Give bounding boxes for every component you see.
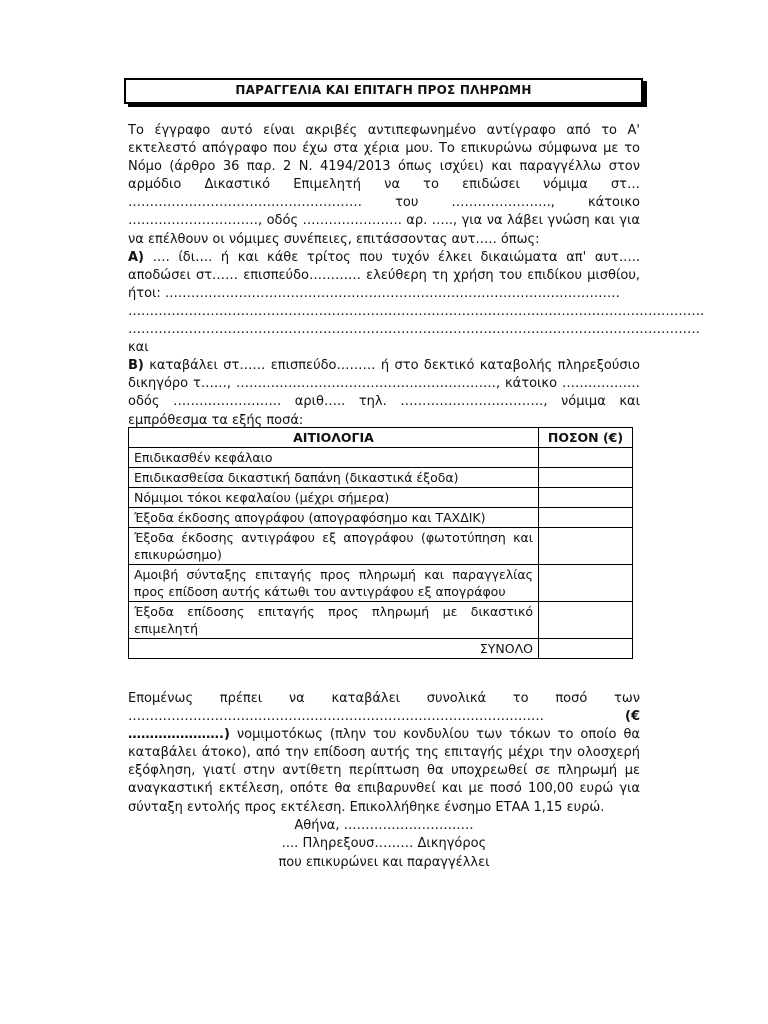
total-label: ΣΥΝΟΛΟ <box>129 639 539 659</box>
table-row <box>129 565 633 602</box>
table-total-row <box>129 639 633 659</box>
document-body <box>128 122 705 430</box>
row-reason: Έξοδα έκδοσης απογράφου (απογραφόσημο και ΤΑΧΔΙΚ) <box>129 508 539 528</box>
section-b-paragraph <box>128 357 640 429</box>
conclusion-start: Επομένως πρέπει να καταβάλει συνολικά το ποσό των …………………………………………………………………………………… <box>128 691 640 725</box>
row-amount-cell <box>539 448 633 468</box>
row-amount-cell <box>539 508 633 528</box>
dots-line-1: ……………………………………………………………………………………………………………………. <box>128 303 705 319</box>
table-row <box>129 508 633 528</box>
header-amount: ΠΟΣΟΝ (€) <box>539 428 633 448</box>
document-title: ΠΑΡΑΓΓΕΛΙΑ ΚΑΙ ΕΠΙΤΑΓΗ ΠΡΟΣ ΠΛΗΡΩΜΗ <box>124 78 643 104</box>
row-reason: Επιδικασθείσα δικαστική δαπάνη (δικαστικά έξοδα) <box>129 468 539 488</box>
row-amount-cell <box>539 528 633 565</box>
table-row <box>129 488 633 508</box>
row-reason: Έξοδα επίδοσης επιταγής προς πληρωμή με δικαστικό επιμελητή <box>129 602 539 639</box>
conclusion-amount: (€ ………………….) <box>128 709 640 743</box>
section-a-text: …. ίδι…. ή και κάθε τρίτος που τυχόν έλκει δικαιώματα απ' αυτ….. αποδώσει στ…… επισπεύδο………… ελεύθερη τη χρήση του επιδίκου μισθίου, ήτοι: …………………………………………………………………………………………… <box>128 249 640 301</box>
and-word: και <box>128 340 149 356</box>
section-a-label: Α) <box>128 249 145 265</box>
row-amount-cell <box>539 488 633 508</box>
conclusion-rest: νομιμοτόκως (πλην του κονδυλίου των τόκων το οποίο θα καταβάλει άτοκο), από την επίδοση αυτής της επιταγής μέχρι την ολοσχερή εξόφληση, γιατί στην αντίθετη περίπτωση θα υποχρεωθεί σε πληρωμή με αναγκαστική εκτέλεση, οπότε θα επιβαρυνθεί και με ποσό 100,00 ευρώ για σύνταξη εντολής προς εκτέλεση. Επικολλήθηκε ένσημο ΕΤΑΑ 1,15 ευρώ. <box>128 727 640 815</box>
conclusion-paragraph <box>128 690 640 817</box>
row-reason: Έξοδα έκδοσης αντιγράφου εξ απογράφου (φωτοτύπηση και επικυρώσημο) <box>129 528 539 565</box>
row-reason: Νόμιμοι τόκοι κεφαλαίου (μέχρι σήμερα) <box>129 488 539 508</box>
row-amount-cell <box>539 565 633 602</box>
header-reason: ΑΙΤΙΟΛΟΓΙΑ <box>129 428 539 448</box>
row-amount-cell <box>539 468 633 488</box>
table-row <box>129 602 633 639</box>
table-row <box>129 468 633 488</box>
signature-role: .... Πληρεξουσ……… Δικηγόρος <box>281 836 487 852</box>
section-a-paragraph <box>128 249 640 303</box>
section-b-label: Β) <box>128 358 144 374</box>
table-row <box>129 448 633 468</box>
signature-note: που επικυρώνει και παραγγέλλει <box>278 854 490 870</box>
total-amount-cell <box>539 639 633 659</box>
section-b-text: καταβάλει στ…… επισπεύδο……… ή στο δεκτικό καταβολής πληρεξούσιο δικηγόρο τ……, ……………………………………………………, κάτοικο ……………… οδός ……………………. αριθ….. τηλ. ……………………………, νόμιμα και εμπρόθεσμα τα εξής ποσά: <box>128 358 640 428</box>
row-reason: Αμοιβή σύνταξης επιταγής προς πληρωμή και παραγγελίας προς επίδοση αυτής κάτωθι του αντιγράφου εξ απογράφου <box>129 565 539 602</box>
signature-place-date: Αθήνα, ………………………… <box>294 817 474 833</box>
table-row <box>129 528 633 565</box>
intro-paragraph: Το έγγραφο αυτό είναι ακριβές αντιπεφωνημένο αντίγραφο από το Α' εκτελεστό απόγραφο που έχω στα χέρια μου. Το επικυρώνω σύμφωνα με το Νόμο (άρθρο 36 παρ. 2 Ν. 4194/2013 όπως ισχύει) και παραγγέλλω στον αρμόδιο Δικαστικό Επιμελητή να το επιδώσει νόμιμα στ… ……………………………………………… του ………………….., κάτοικο …………………………, οδός ………………….. αρ. ….., για να λάβει γνώση και για να επέλθουν οι νόμιμες συνέπειες, επιτάσσοντας αυτ….. όπως: <box>128 123 640 247</box>
dots-line-2: …………………………………………………………………………………………………………………… <box>128 322 700 338</box>
amounts-table <box>128 427 633 659</box>
row-reason: Επιδικασθέν κεφάλαιο <box>129 448 539 468</box>
table-header-row <box>129 428 633 448</box>
conclusion-section <box>128 690 640 872</box>
row-amount-cell <box>539 602 633 639</box>
